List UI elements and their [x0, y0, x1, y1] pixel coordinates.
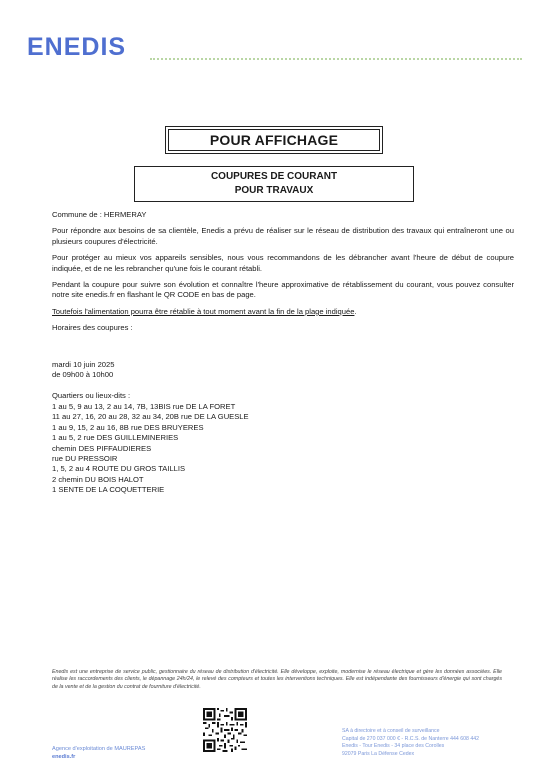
page-title: POUR AFFICHAGE: [168, 129, 380, 151]
warning-underlined: Toutefois l'alimentation pourra être rétablie à tout moment avant la fin de la plage indiquée: [52, 306, 355, 316]
legal-line: Capital de 270 037 000 € - R.C.S. de Nanterre 444 608 442: [342, 735, 479, 742]
schedule: [52, 360, 514, 381]
address-item: 1 au 5, 9 au 13, 2 au 14, 7B, 13BIS rue DE LA FORET: [52, 401, 236, 411]
paragraph-follow: Pendant la coupure pour suivre son évolution et connaître l'heure approximative de rétablissement du courant, vous pouvez consulter notre site enedis.fr en flashant le QR CODE en bas de page.: [52, 280, 514, 300]
paragraph-intro: Pour répondre aux besoins de sa clientèle, Enedis a prévu de réaliser sur le réseau de distribution des travaux qui entraîneront une ou plusieurs coupures d'électricité.: [52, 226, 514, 246]
agency-name: Agence d'exploitation de MAUREPAS: [52, 746, 146, 752]
address-item: 1 au 5, 2 rue DES GUILLEMINERIES: [52, 433, 179, 443]
header-dotted-rule: [150, 58, 522, 60]
subtitle-line-1: COUPURES DE COURANT: [210, 171, 338, 182]
title-box: [165, 126, 383, 154]
legal-info: [342, 728, 522, 758]
address-item: 2 chemin DU BOIS HALOT: [52, 474, 144, 484]
schedule-date: mardi 10 juin 2025: [52, 359, 115, 369]
subtitle-box: [134, 166, 414, 202]
address-item: rue DU PRESSOIR: [52, 453, 118, 463]
address-item: 1 SENTE DE LA COQUETTERIE: [52, 485, 165, 495]
address-item: 1, 5, 2 au 4 ROUTE DU GROS TAILLIS: [52, 464, 186, 474]
logo-text: ENEDIS: [27, 33, 127, 61]
legal-line: 92079 Paris La Défense Cedex: [342, 750, 415, 757]
commune-line: Commune de : HERMERAY: [52, 210, 147, 219]
agency-info: [52, 745, 145, 761]
legal-line: SA à directoire et à conseil de surveillance: [342, 728, 440, 734]
address-list: [52, 391, 514, 495]
legal-line: Enedis - Tour Enedis - 34 place des Corolles: [342, 743, 445, 750]
horaires-label: Horaires des coupures :: [52, 323, 133, 333]
schedule-time: de 09h00 à 10h00: [52, 370, 114, 380]
address-item: 1 au 9, 15, 2 au 16, 8B rue DES BRUYERES: [52, 422, 204, 432]
footer-disclaimer: Enedis est une entreprise de service public, gestionnaire du réseau de distribution d'électricité. Elle développe, exploite, modernise le réseau électrique et gère les données associées. Elle réalise les raccordements des clients, le dépannage 24h/24, le relevé des compteurs et toutes les interventions techniques. Elle est indépendante des fournisseurs d'énergie qui sont chargés de la vente et de la gestion du contrat de fourniture d'électricité.: [52, 669, 502, 690]
enedis-logo: [27, 32, 147, 64]
address-item: chemin DES PIFFAUDIERES: [52, 443, 152, 453]
warning-period: .: [354, 306, 357, 316]
notice-body: [52, 210, 514, 496]
agency-url-link[interactable]: enedis.fr: [52, 754, 76, 760]
quartiers-label: Quartiers ou lieux-dits :: [52, 391, 131, 401]
paragraph-warning: [52, 307, 514, 317]
subtitle-line-2: POUR TRAVAUX: [234, 185, 314, 196]
paragraph-protect: Pour protéger au mieux vos appareils sensibles, nous vous recommandons de les débrancher avant l'heure de début de coupure indiquée, et de ne les rebrancher qu'une fois le courant rétabli.: [52, 253, 514, 273]
address-item: 11 au 27, 16, 20 au 28, 32 au 34, 20B rue DE LA GUESLE: [52, 412, 249, 422]
qr-code-icon[interactable]: [203, 708, 247, 752]
